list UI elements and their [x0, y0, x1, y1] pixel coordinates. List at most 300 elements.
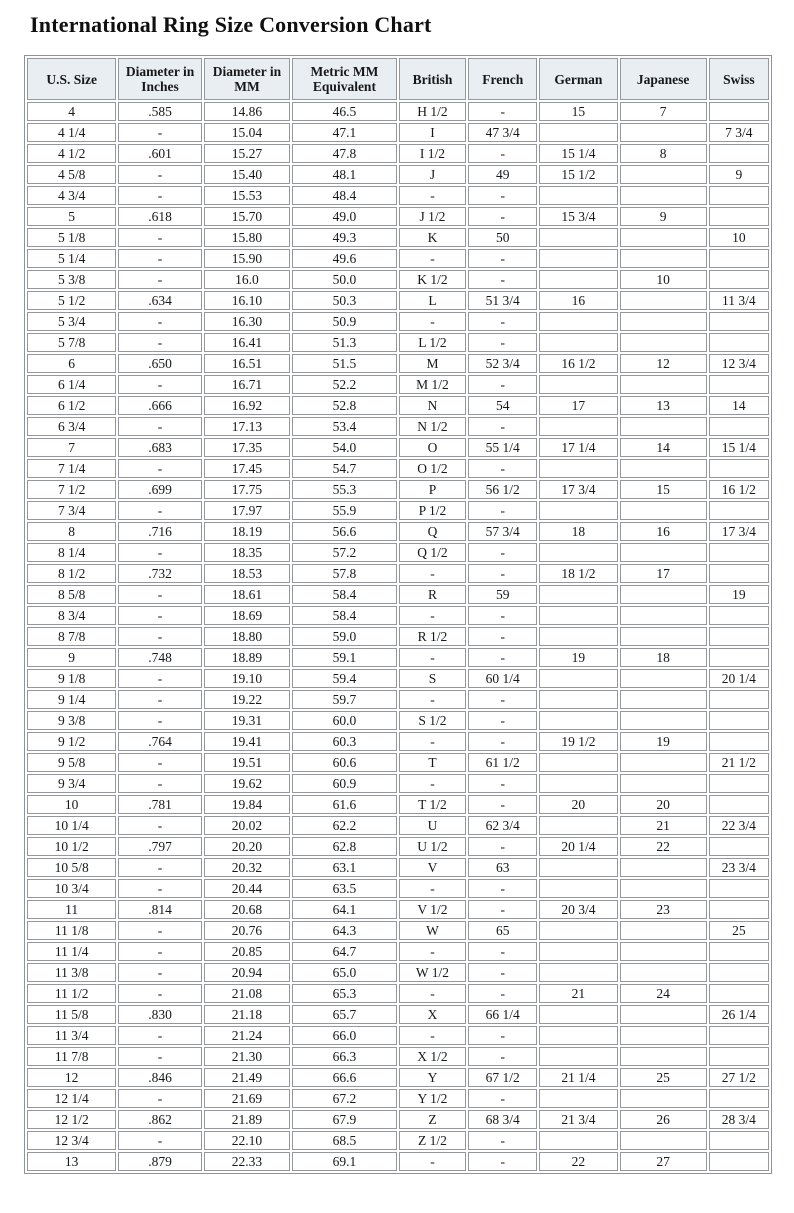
table-cell: - [399, 564, 467, 583]
table-cell [709, 564, 769, 583]
table-cell: 52.2 [292, 375, 397, 394]
table-cell: 27 1/2 [709, 1068, 769, 1087]
table-cell: 17.97 [204, 501, 290, 520]
table-cell: - [118, 711, 201, 730]
table-cell: 5 7/8 [27, 333, 116, 352]
table-cell: - [399, 732, 467, 751]
table-cell: - [468, 417, 537, 436]
table-cell: 20.02 [204, 816, 290, 835]
table-cell [539, 249, 617, 268]
table-cell [539, 459, 617, 478]
table-cell: 6 1/4 [27, 375, 116, 394]
table-cell: 20 [620, 795, 707, 814]
column-header: Japanese [620, 58, 707, 100]
table-cell: 21 1/4 [539, 1068, 617, 1087]
table-cell: - [118, 879, 201, 898]
table-cell: I [399, 123, 467, 142]
table-cell: 20 1/4 [709, 669, 769, 688]
table-cell: L [399, 291, 467, 310]
table-cell [709, 144, 769, 163]
table-cell: 49.6 [292, 249, 397, 268]
table-cell: 16.0 [204, 270, 290, 289]
table-cell [620, 501, 707, 520]
table-cell: 50 [468, 228, 537, 247]
table-cell: - [468, 627, 537, 646]
table-cell: 21.24 [204, 1026, 290, 1045]
table-cell: - [399, 249, 467, 268]
table-cell: 27 [620, 1152, 707, 1171]
table-row [27, 375, 769, 394]
table-cell: T 1/2 [399, 795, 467, 814]
table-cell: 7 1/4 [27, 459, 116, 478]
table-cell: 7 [27, 438, 116, 457]
table-cell: H 1/2 [399, 102, 467, 121]
table-cell: - [118, 186, 201, 205]
table-cell: 17 1/4 [539, 438, 617, 457]
table-cell: 19.62 [204, 774, 290, 793]
table-cell: 50.0 [292, 270, 397, 289]
table-cell: 19.22 [204, 690, 290, 709]
table-cell [539, 669, 617, 688]
table-cell: 15 [620, 480, 707, 499]
table-cell: 21 [620, 816, 707, 835]
table-cell: - [118, 627, 201, 646]
table-cell: M [399, 354, 467, 373]
table-cell [620, 1047, 707, 1066]
table-cell: 21 3/4 [539, 1110, 617, 1129]
table-cell: .666 [118, 396, 201, 415]
table-row [27, 921, 769, 940]
table-cell: 46.5 [292, 102, 397, 121]
table-cell [620, 543, 707, 562]
table-cell: - [118, 1026, 201, 1045]
table-row [27, 522, 769, 541]
table-cell: 61 1/2 [468, 753, 537, 772]
table-row [27, 144, 769, 163]
table-cell: - [468, 1026, 537, 1045]
table-cell: - [118, 1089, 201, 1108]
table-cell: 9 3/8 [27, 711, 116, 730]
table-cell: 20.94 [204, 963, 290, 982]
table-cell: 8 7/8 [27, 627, 116, 646]
table-cell [620, 375, 707, 394]
table-cell: 57.8 [292, 564, 397, 583]
table-cell: 67 1/2 [468, 1068, 537, 1087]
table-cell: 6 1/2 [27, 396, 116, 415]
table-cell: .634 [118, 291, 201, 310]
table-cell: 18.19 [204, 522, 290, 541]
table-cell [709, 711, 769, 730]
table-cell: 64.1 [292, 900, 397, 919]
table-cell: - [468, 270, 537, 289]
table-cell: 54.0 [292, 438, 397, 457]
table-cell [709, 270, 769, 289]
table-row [27, 732, 769, 751]
table-cell: 64.3 [292, 921, 397, 940]
table-cell: 23 [620, 900, 707, 919]
table-cell: 52.8 [292, 396, 397, 415]
table-cell: 15 [539, 102, 617, 121]
table-cell: 17 [620, 564, 707, 583]
table-cell: 4 1/2 [27, 144, 116, 163]
table-row [27, 984, 769, 1003]
table-cell: 67.2 [292, 1089, 397, 1108]
table-cell: 28 3/4 [709, 1110, 769, 1129]
table-row [27, 186, 769, 205]
table-cell: 20 1/4 [539, 837, 617, 856]
table-cell [620, 186, 707, 205]
table-cell: 63.5 [292, 879, 397, 898]
table-cell: - [468, 963, 537, 982]
table-cell: 7 3/4 [27, 501, 116, 520]
column-header: U.S. Size [27, 58, 116, 100]
table-cell [709, 774, 769, 793]
table-cell [539, 753, 617, 772]
table-cell: 9 1/4 [27, 690, 116, 709]
table-cell [709, 627, 769, 646]
table-cell: 20.76 [204, 921, 290, 940]
table-cell: T [399, 753, 467, 772]
table-cell: 22.33 [204, 1152, 290, 1171]
table-cell: - [118, 816, 201, 835]
table-cell: - [118, 984, 201, 1003]
table-cell: 19 [539, 648, 617, 667]
table-cell: 26 [620, 1110, 707, 1129]
table-cell [620, 921, 707, 940]
table-cell: 5 1/8 [27, 228, 116, 247]
table-cell: 8 1/4 [27, 543, 116, 562]
table-header [27, 58, 769, 100]
table-cell [620, 627, 707, 646]
table-cell: 60.3 [292, 732, 397, 751]
table-cell [709, 459, 769, 478]
table-cell: 48.1 [292, 165, 397, 184]
table-row [27, 564, 769, 583]
table-cell: 65 [468, 921, 537, 940]
table-row [27, 627, 769, 646]
table-cell [709, 207, 769, 226]
table-cell: 21 [539, 984, 617, 1003]
table-cell: 17.75 [204, 480, 290, 499]
table-cell [539, 627, 617, 646]
table-cell [539, 858, 617, 877]
table-cell: 65.3 [292, 984, 397, 1003]
table-cell: 15.70 [204, 207, 290, 226]
table-cell: .797 [118, 837, 201, 856]
table-cell: 4 3/4 [27, 186, 116, 205]
table-cell: N 1/2 [399, 417, 467, 436]
table-cell: 19 [620, 732, 707, 751]
table-cell: .650 [118, 354, 201, 373]
table-cell [620, 228, 707, 247]
table-cell: 15 1/4 [539, 144, 617, 163]
table-cell: U 1/2 [399, 837, 467, 856]
table-cell [709, 732, 769, 751]
table-cell: 18.80 [204, 627, 290, 646]
table-cell: 22.10 [204, 1131, 290, 1150]
table-cell [539, 1026, 617, 1045]
table-cell: 20.68 [204, 900, 290, 919]
table-cell: - [468, 333, 537, 352]
table-cell: 20.20 [204, 837, 290, 856]
table-cell: 52 3/4 [468, 354, 537, 373]
table-cell [709, 1131, 769, 1150]
table-cell: - [118, 921, 201, 940]
table-cell: - [399, 186, 467, 205]
table-cell [620, 165, 707, 184]
table-row [27, 774, 769, 793]
table-cell [539, 711, 617, 730]
table-cell [620, 774, 707, 793]
table-cell [620, 249, 707, 268]
table-cell: 19.31 [204, 711, 290, 730]
table-cell: 25 [709, 921, 769, 940]
table-cell [539, 270, 617, 289]
table-cell: - [118, 753, 201, 772]
table-row [27, 123, 769, 142]
table-cell: 18.61 [204, 585, 290, 604]
table-cell: - [399, 984, 467, 1003]
table-cell: Z 1/2 [399, 1131, 467, 1150]
table-cell [620, 459, 707, 478]
table-cell: 8 5/8 [27, 585, 116, 604]
table-cell: - [468, 837, 537, 856]
table-cell: 60.0 [292, 711, 397, 730]
table-cell: 9 [620, 207, 707, 226]
table-cell: 47.1 [292, 123, 397, 142]
table-row [27, 270, 769, 289]
table-cell: J [399, 165, 467, 184]
table-cell: L 1/2 [399, 333, 467, 352]
table-cell: 17.45 [204, 459, 290, 478]
table-cell: - [468, 942, 537, 961]
table-cell: - [399, 690, 467, 709]
table-cell [709, 501, 769, 520]
table-row [27, 1047, 769, 1066]
column-header: Swiss [709, 58, 769, 100]
table-cell: 9 1/2 [27, 732, 116, 751]
table-cell [620, 333, 707, 352]
table-cell: - [399, 1026, 467, 1045]
table-cell [539, 942, 617, 961]
table-cell: Q [399, 522, 467, 541]
table-cell: - [468, 1131, 537, 1150]
table-cell [709, 375, 769, 394]
table-cell: 16.92 [204, 396, 290, 415]
table-row [27, 165, 769, 184]
table-cell: - [468, 690, 537, 709]
table-cell: - [468, 732, 537, 751]
table-cell: 23 3/4 [709, 858, 769, 877]
table-cell [539, 186, 617, 205]
table-cell: 19.51 [204, 753, 290, 772]
table-cell: Y 1/2 [399, 1089, 467, 1108]
table-cell [620, 1131, 707, 1150]
table-cell: 17.35 [204, 438, 290, 457]
table-cell: 21.49 [204, 1068, 290, 1087]
table-cell: 12 [27, 1068, 116, 1087]
table-row [27, 354, 769, 373]
table-cell: 14 [620, 438, 707, 457]
table-cell: - [118, 690, 201, 709]
table-cell: - [118, 249, 201, 268]
table-cell: .601 [118, 144, 201, 163]
table-cell [539, 333, 617, 352]
table-cell: Y [399, 1068, 467, 1087]
table-cell: - [468, 711, 537, 730]
table-cell: 55 1/4 [468, 438, 537, 457]
table-cell: 60 1/4 [468, 669, 537, 688]
table-cell: 62 3/4 [468, 816, 537, 835]
table-cell: 20.85 [204, 942, 290, 961]
table-row [27, 249, 769, 268]
table-cell: N [399, 396, 467, 415]
table-cell: 16.51 [204, 354, 290, 373]
column-header: Metric MM Equivalent [292, 58, 397, 100]
column-header: German [539, 58, 617, 100]
table-cell: 51.3 [292, 333, 397, 352]
table-cell: K [399, 228, 467, 247]
table-cell: - [118, 375, 201, 394]
table-cell: 54.7 [292, 459, 397, 478]
table-row [27, 1005, 769, 1024]
table-cell: 55.3 [292, 480, 397, 499]
table-row [27, 1026, 769, 1045]
table-cell: 11 [27, 900, 116, 919]
table-cell: S [399, 669, 467, 688]
table-cell: 18.35 [204, 543, 290, 562]
column-header: Diameter in Inches [118, 58, 201, 100]
table-row [27, 396, 769, 415]
table-cell [539, 690, 617, 709]
table-cell: Z [399, 1110, 467, 1129]
table-row [27, 1110, 769, 1129]
table-cell: 16.30 [204, 312, 290, 331]
table-cell: 20 [539, 795, 617, 814]
page-title: International Ring Size Conversion Chart [30, 12, 432, 37]
table-cell: - [468, 186, 537, 205]
table-cell [539, 417, 617, 436]
table-cell [709, 1026, 769, 1045]
table-cell: - [118, 333, 201, 352]
table-cell: .699 [118, 480, 201, 499]
table-cell: 4 [27, 102, 116, 121]
table-cell: 10 [709, 228, 769, 247]
table-cell [620, 858, 707, 877]
table-cell: - [468, 312, 537, 331]
table-cell: K 1/2 [399, 270, 467, 289]
table-cell: 53.4 [292, 417, 397, 436]
table-cell: 65.0 [292, 963, 397, 982]
table-cell: 62.8 [292, 837, 397, 856]
table-cell: 62.2 [292, 816, 397, 835]
table-cell [620, 963, 707, 982]
table-cell: .585 [118, 102, 201, 121]
table-cell: 58.4 [292, 585, 397, 604]
table-cell [539, 963, 617, 982]
table-cell: 10 1/2 [27, 837, 116, 856]
table-cell: .879 [118, 1152, 201, 1171]
table-cell [539, 1131, 617, 1150]
table-cell [620, 123, 707, 142]
table-cell: 18 1/2 [539, 564, 617, 583]
table-cell: 63.1 [292, 858, 397, 877]
table-cell: 49.3 [292, 228, 397, 247]
table-cell: O 1/2 [399, 459, 467, 478]
table-cell [620, 942, 707, 961]
table-cell: 11 1/4 [27, 942, 116, 961]
table-cell: 16.71 [204, 375, 290, 394]
table-cell: 21 1/2 [709, 753, 769, 772]
table-cell: 15.53 [204, 186, 290, 205]
table-cell: 25 [620, 1068, 707, 1087]
table-row [27, 879, 769, 898]
table-cell: 21.30 [204, 1047, 290, 1066]
table-cell: 18.69 [204, 606, 290, 625]
table-cell: W [399, 921, 467, 940]
table-cell: S 1/2 [399, 711, 467, 730]
table-cell: - [118, 543, 201, 562]
table-cell: 57 3/4 [468, 522, 537, 541]
table-cell: - [118, 669, 201, 688]
table-row [27, 102, 769, 121]
table-cell: - [118, 858, 201, 877]
table-cell: 19.41 [204, 732, 290, 751]
table-cell: - [399, 312, 467, 331]
table-cell: 20.44 [204, 879, 290, 898]
table-cell: 7 1/2 [27, 480, 116, 499]
table-cell [709, 312, 769, 331]
table-row [27, 690, 769, 709]
table-cell: 11 3/8 [27, 963, 116, 982]
table-cell: 16 1/2 [709, 480, 769, 499]
table-cell [709, 543, 769, 562]
table-cell: 11 5/8 [27, 1005, 116, 1024]
table-cell: - [468, 879, 537, 898]
table-cell: - [399, 942, 467, 961]
table-cell [709, 795, 769, 814]
table-cell [709, 606, 769, 625]
table-cell: 11 1/2 [27, 984, 116, 1003]
table-cell: 8 1/2 [27, 564, 116, 583]
table-cell: - [118, 963, 201, 982]
table-cell: 50.3 [292, 291, 397, 310]
table-cell: 5 [27, 207, 116, 226]
table-cell: 6 [27, 354, 116, 373]
table-header-row [27, 58, 769, 100]
table-cell: 19 1/2 [539, 732, 617, 751]
table-cell: 58.4 [292, 606, 397, 625]
table-row [27, 1089, 769, 1108]
table-cell: 16 1/2 [539, 354, 617, 373]
table-cell: .846 [118, 1068, 201, 1087]
table-cell: 12 3/4 [709, 354, 769, 373]
table-cell: 7 3/4 [709, 123, 769, 142]
table-cell: 10 3/4 [27, 879, 116, 898]
table-cell: - [118, 942, 201, 961]
table-cell: .732 [118, 564, 201, 583]
table-cell: 57.2 [292, 543, 397, 562]
table-cell: 15 1/2 [539, 165, 617, 184]
table-cell: 66 1/4 [468, 1005, 537, 1024]
table-cell: - [468, 501, 537, 520]
table-cell: - [468, 249, 537, 268]
table-cell [620, 312, 707, 331]
table-row [27, 459, 769, 478]
table-cell: 63 [468, 858, 537, 877]
table-cell [620, 669, 707, 688]
table-cell: 13 [27, 1152, 116, 1171]
